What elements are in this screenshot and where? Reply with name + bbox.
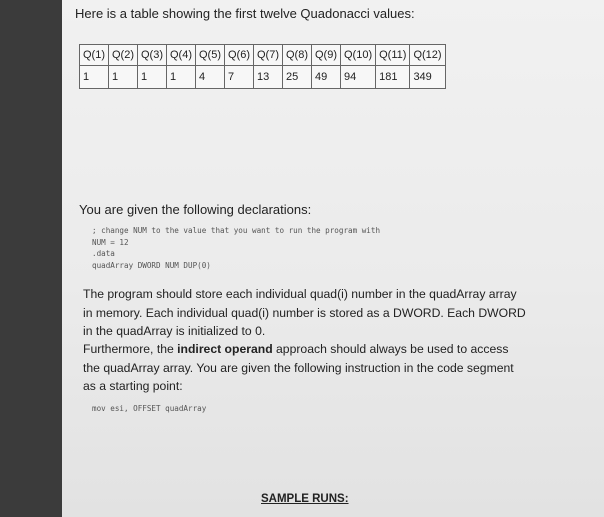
paragraph-text-after: approach should always be used to access the quadArray array. You are given the following instruction in the code segment as a starting point: bbox=[83, 342, 514, 393]
header-cell: Q(12) bbox=[410, 45, 445, 66]
declarations-code-block bbox=[92, 225, 380, 271]
paragraph-text-before: Furthermore, the bbox=[83, 342, 178, 356]
header-cell: Q(1) bbox=[80, 45, 109, 66]
code-line-num: NUM = 12 bbox=[92, 237, 129, 247]
code-comment-line: ; change NUM to the value that you want to run the program with bbox=[92, 226, 381, 235]
table-value-row bbox=[80, 66, 446, 89]
value-cell: 181 bbox=[376, 66, 410, 89]
starting-instruction-code: mov esi, OFFSET quadArray bbox=[92, 404, 207, 413]
intro-text: Here is a table showing the first twelve Quadonacci values: bbox=[75, 6, 415, 21]
header-cell: Q(8) bbox=[283, 45, 312, 66]
header-cell: Q(2) bbox=[109, 45, 138, 66]
quadonacci-table bbox=[79, 44, 446, 89]
value-cell: 13 bbox=[254, 66, 283, 89]
value-cell: 1 bbox=[80, 66, 109, 89]
header-cell: Q(9) bbox=[312, 45, 341, 66]
header-cell: Q(10) bbox=[341, 45, 376, 66]
header-cell: Q(3) bbox=[138, 45, 167, 66]
value-cell: 49 bbox=[312, 66, 341, 89]
table-header-row bbox=[80, 45, 446, 66]
header-cell: Q(7) bbox=[254, 45, 283, 66]
sample-runs-heading: SAMPLE RUNS: bbox=[261, 493, 349, 505]
code-line-array: quadArray DWORD NUM DUP(0) bbox=[92, 260, 211, 270]
header-cell: Q(6) bbox=[225, 45, 254, 66]
value-cell: 25 bbox=[283, 66, 312, 89]
header-cell: Q(5) bbox=[196, 45, 225, 66]
declarations-heading: You are given the following declarations: bbox=[79, 202, 312, 217]
header-cell: Q(11) bbox=[376, 45, 410, 66]
value-cell: 1 bbox=[167, 66, 196, 89]
value-cell: 1 bbox=[138, 66, 167, 89]
indirect-operand-paragraph bbox=[83, 340, 528, 396]
value-cell: 7 bbox=[225, 66, 254, 89]
value-cell: 94 bbox=[341, 66, 376, 89]
header-cell: Q(4) bbox=[167, 45, 196, 66]
value-cell: 1 bbox=[109, 66, 138, 89]
value-cell: 4 bbox=[196, 66, 225, 89]
indirect-operand-term: indirect operand bbox=[177, 342, 273, 356]
code-line-data: .data bbox=[92, 249, 115, 258]
value-cell: 349 bbox=[410, 66, 445, 89]
storage-paragraph: The program should store each individual quad(i) number in the quadArray array in memory. Each individual quad(i) number is stored as a DWORD. Each DWORD in the quadArray is initialized to 0. bbox=[83, 287, 526, 338]
